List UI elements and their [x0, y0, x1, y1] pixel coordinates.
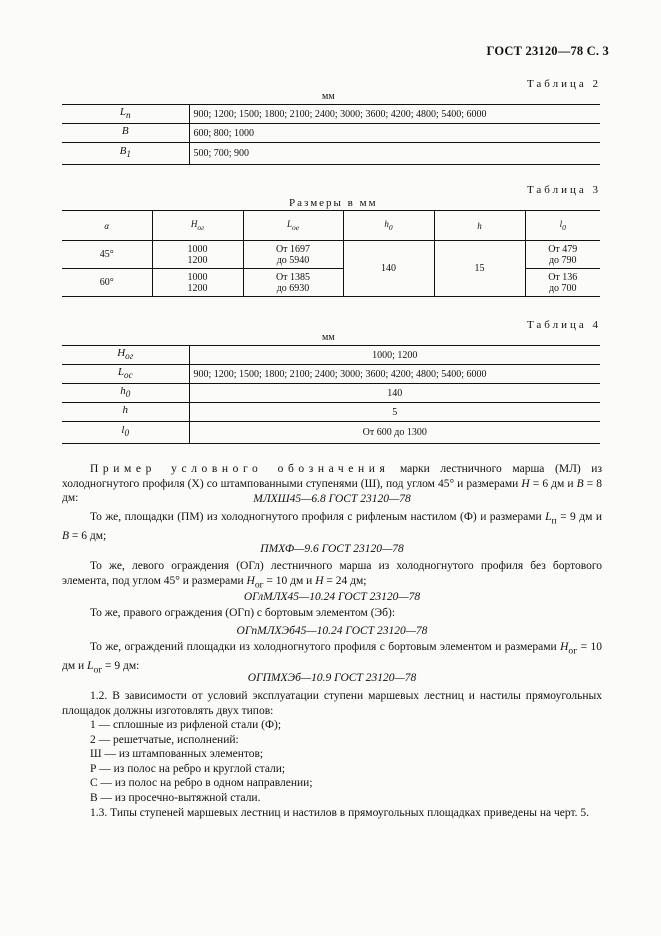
table-row [62, 105, 600, 124]
value-cell: 900; 1200; 1500; 1800; 2100; 2400; 3000; 3600; 4200; 4800; 5400; 6000 [189, 365, 600, 384]
paragraph: То же, правого ограждения (ОГп) с бортовым элементом (Эб): [90, 607, 396, 619]
table-row [62, 346, 600, 365]
param-cell: h [62, 403, 189, 422]
value-cell: 600; 800; 1000 [189, 124, 600, 143]
list-item: Ш — из штампованных элементов; [90, 748, 264, 761]
paragraph: То же, ограждений площадки из холодногнутого профиля с бортовым элементом и размерами $H_{ог} = 10$ дм и $L_{ог} = 9$ дм: [62, 641, 602, 676]
h0-cell: 140 [343, 241, 434, 297]
table3-caption: Таблица 3 [526, 184, 601, 196]
list-item: 2 — решетчатые, исполнений: [90, 733, 239, 746]
value-cell: От 600 до 1300 [189, 422, 600, 444]
table4-caption: Таблица 4 [526, 319, 601, 331]
designation-code: ОГлМЛХ45—10.24 ГОСТ 23120—78 [243, 591, 421, 603]
col-header: α [62, 211, 152, 241]
table-3 [62, 210, 600, 297]
list-item: В — из просечно-вытяжной стали. [90, 791, 261, 804]
table2-caption: Таблица 2 [526, 78, 601, 90]
table-2 [62, 104, 600, 165]
hog-cell: 1000 1200 [152, 269, 243, 297]
param-cell: $L_{ос}$ [62, 365, 189, 384]
paragraph: То же, площадки (ПМ) из холодногнутого профиля с рифленым настилом (Ф) и размерами $L_п = 9$ дм и B = 6 дм; [62, 511, 602, 542]
table4-unit: мм [322, 332, 335, 343]
param-cell: $l_0$ [62, 422, 189, 444]
col-header: $l_0$ [525, 211, 600, 241]
table-row [62, 384, 600, 403]
paragraph-example: Пример условного обозначения марки лестничного марша (МЛ) из холодногнутого профиля (Х) со штампованными ступенями (Ш), под углом 45° и размерами H = 6 дм и B = 8 дм: [62, 463, 602, 505]
param-cell: $H_{ог}$ [62, 346, 189, 365]
col-header: $H_{ог}$ [152, 211, 243, 241]
value-cell: 500; 700; 900 [189, 143, 600, 165]
table-row [62, 422, 600, 444]
loe-cell: От 1697 до 5940 [243, 241, 343, 269]
param-cell: $L_п$ [62, 105, 189, 124]
designation-code: ОГПМХЭб—10.9 ГОСТ 23120—78 [247, 672, 417, 684]
col-header: $h_0$ [343, 211, 434, 241]
h-cell: 15 [434, 241, 525, 297]
value-cell: 5 [189, 403, 600, 422]
paragraph: То же, левого ограждения (ОГл) лестничного марша из холодногнутого профиля без бортового элемента, под углом 45° и размерами $H_{ог} = 10$ дм и H = 24 дм; [62, 560, 602, 590]
alpha-cell: 60° [62, 269, 152, 297]
designation-code: ОГпМЛХЭб45—10.24 ГОСТ 23120—78 [236, 625, 428, 637]
designation-code: ПМХФ—9.6 ГОСТ 23120—78 [260, 543, 404, 555]
value-cell: 900; 1200; 1500; 1800; 2100; 2400; 3000; 3600; 4200; 4800; 5400; 6000 [193, 108, 487, 120]
l0-cell: От 479 до 790 [548, 243, 578, 266]
col-header: h [434, 211, 525, 241]
table-row [62, 403, 600, 422]
types-list [62, 718, 602, 806]
loe-cell: От 1385 до 6930 [243, 269, 343, 297]
list-item: 1 — сплошные из рифленой стали (Ф); [90, 719, 282, 731]
page-header: ГОСТ 23120—78 С. 3 [486, 44, 609, 58]
table-row [62, 365, 600, 384]
col-header: $L_{ое}$ [243, 211, 343, 241]
table-row [62, 143, 600, 165]
list-item: Р — из полос на ребро и круглой стали; [90, 762, 286, 775]
list-item: С — из полос на ребро в одном направлении; [90, 777, 313, 790]
paragraph-1-3: 1.3. Типы ступеней маршевых лестниц и настилов в прямоугольных площадках приведены на черт. 5. [90, 807, 589, 819]
param-cell: $h_0$ [62, 384, 189, 403]
alpha-cell: 45° [62, 241, 152, 269]
table-row [62, 241, 600, 269]
table-4 [62, 345, 600, 444]
l0-cell: От 136 до 700 [525, 269, 600, 297]
param-cell: $B_1$ [62, 143, 189, 165]
paragraph-1-2: 1.2. В зависимости от условий эксплуатации ступени маршевых лестниц и настилы прямоугольных площадок должны изготовлять двух типов: [62, 690, 602, 717]
hog-cell: 1000 1200 [152, 241, 243, 269]
value-cell: 140 [189, 384, 600, 403]
table2-unit: мм [322, 91, 335, 102]
designation-code: МЛХШ45—6.8 ГОСТ 23120—78 [253, 493, 411, 505]
value-cell: 1000; 1200 [372, 349, 418, 361]
table-row [62, 124, 600, 143]
table3-unit: Размеры в мм [289, 197, 378, 209]
param-cell: B [62, 124, 189, 143]
table-header-row [62, 211, 600, 241]
